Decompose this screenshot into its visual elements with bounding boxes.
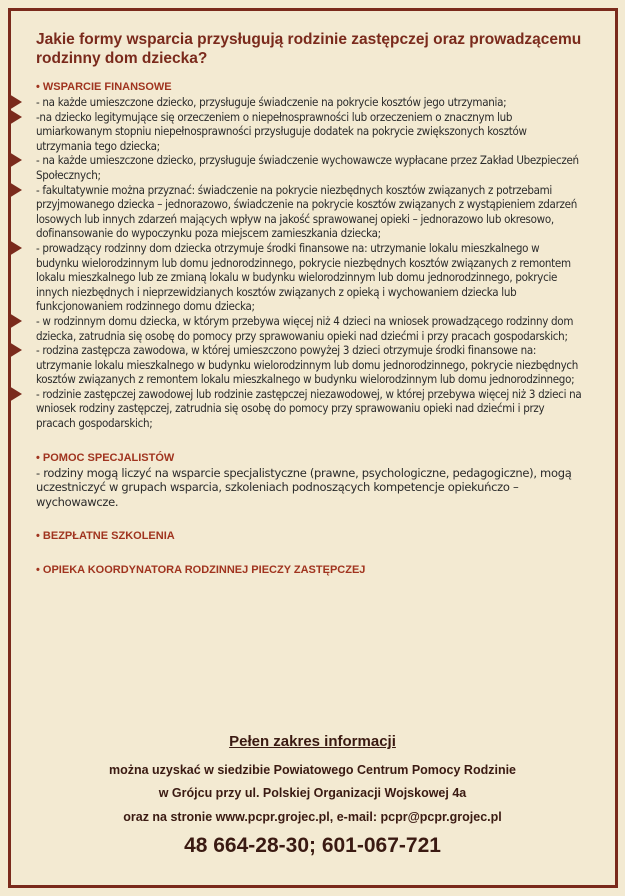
list-item: - na każde umieszczone dziecko, przysługuje świadczenie wychowawcze wypłacane przez Zakład Ubezpieczeń Społecznych; [36,153,584,182]
arrow-bullet-icon [9,94,22,110]
list-item: - na każde umieszczone dziecko, przysługuje świadczenie na pokrycie kosztów jego utrzymania; [36,95,584,110]
financial-support-heading: • WSPARCIE FINANSOWE [36,81,172,93]
financial-support-section [36,80,584,431]
list-item: - rodzinie zastępczej zawodowej lub rodzinie zastępczej niezawodowej, w której przebywa więcej niż 3 dzieci na wniosek rodziny zastępczej, zatrudnia się osobę do pomocy przy sprawowaniu opieki nad dziećmi i przy pracach gospodarskich; [36,387,584,431]
arrow-bullet-icon [9,313,22,329]
arrow-bullet-icon [9,386,22,402]
arrow-bullet-icon [9,109,22,125]
specialist-help-heading: • POMOC SPECJALISTÓW [36,451,175,464]
free-training-heading: • BEZPŁATNE SZKOLENIA [36,530,175,543]
list-item: -na dziecko legitymujące się orzeczeniem o niepełnosprawności lub orzeczeniem o znacznym lub umiarkowanym stopniu niepełnosprawności przysługuje dodatek na pokrycie zwiększonych kosztów utrzymania tego dziecka; [36,110,584,154]
footer-address-line-1: można uzyskać w siedzibie Powiatowego Centrum Pomocy Rodzinie [108,763,517,777]
coordinator-care-heading: • OPIEKA KOORDYNATORA RODZINNEJ PIECZY ZASTĘPCZEJ [36,564,366,577]
arrow-bullet-icon [9,182,22,198]
list-item: - w rodzinnym domu dziecka, w którym przebywa więcej niż 4 dzieci na wniosek prowadzącego rodzinny dom dziecka, zatrudnia się osobę do pomocy przy sprawowaniu opieki nad dziećmi i przy pracach gospodarskich; [36,314,584,343]
footer-address-line-2: w Grójcu przy ul. Polskiej Organizacji Wojskowej 4a [158,786,467,800]
page-title: Jakie formy wsparcia przysługują rodzinie zastępczej oraz prowadzącemu rodzinny dom dziecka? [36,31,582,67]
footer-contact-line: oraz na stronie www.pcpr.grojec.pl, e-mail: pcpr@pcpr.grojec.pl [123,810,502,824]
arrow-bullet-icon [9,342,22,358]
footer-phone-numbers: 48 664-28-30; 601-067-721 [184,834,441,857]
list-item: - rodzina zastępcza zawodowa, w której umieszczono powyżej 3 dzieci otrzymuje środki finansowe na: utrzymanie lokalu mieszkalnego w budynku wielorodzinnym lub domu jednorodzinnego, pokrycie niezbędnych kosztów związanych z remontem lokalu mieszkalnego w budynku wielorodzinnym lub domu jednorodzinnego; [36,343,584,387]
arrow-bullet-icon [9,152,22,168]
list-item: - fakultatywnie można przyznać: świadczenie na pokrycie niezbędnych kosztów związanych z potrzebami przyjmowanego dziecka – jednorazowo, świadczenie na pokrycie kosztów związanych z wystąpieniem zdarzeń losowych lub innych zdarzeń mających wpływ na jakość sprawowanej opieki – jednorazowo lub okresowo, dofinansowanie do wypoczynku poza miejscem zamieszkania dziecka; [36,183,584,241]
list-item: - prowadzący rodzinny dom dziecka otrzymuje środki finansowe na: utrzymanie lokalu mieszkalnego w budynku wielorodzinnym lub domu jednorodzinnego, pokrycie niezbędnych kosztów związanych z remontem lokalu mieszkalnego lub ze zmianą lokalu w budynku wielorodzinnym lub domu jednorodzinnego, pokrycie innych niezbędnych i nieprzewidzianych kosztów związanych z opieką i wychowaniem dziecka lub funkcjonowaniem rodzinnego domu dziecka; [36,241,584,314]
footer-title: Pełen zakres informacji [229,733,396,750]
arrow-bullet-icon [9,240,22,256]
specialist-help-text: - rodziny mogą liczyć na wsparcie specjalistyczne (prawne, psychologiczne, pedagogiczne), mogą uczestniczyć w grupach wsparcia, szkoleniach podnoszących kompetencje opiekuńczo – wychowawcze. [36,465,572,509]
main-content [36,30,584,578]
